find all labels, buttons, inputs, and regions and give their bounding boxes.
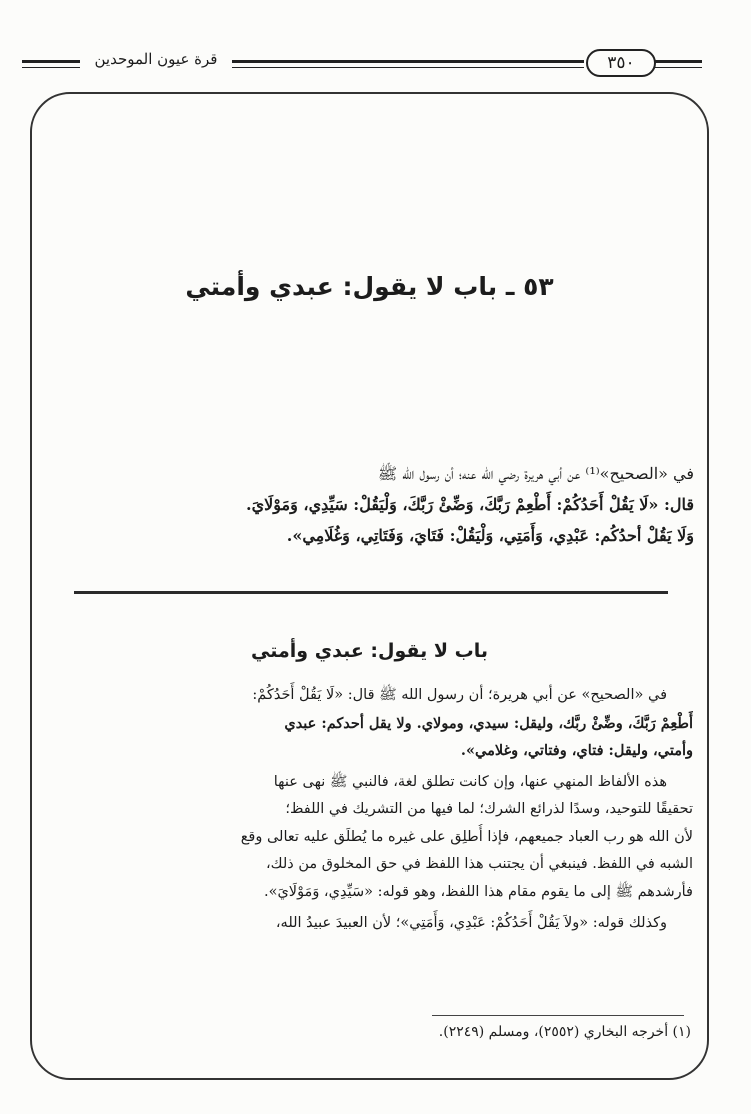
hadith-line bbox=[62, 489, 694, 520]
header-rule-left bbox=[22, 60, 80, 68]
chapter-title: ٥٣ ـ باب لا يقول: عبدي وأمتي bbox=[185, 272, 554, 301]
commentary-line: تحقيقًا للتوحيد، وسدًا لذرائع الشرك؛ لما فيها من التشريك في اللفظ؛ bbox=[285, 801, 693, 817]
commentary-line: أَطْعِمْ رَبَّكَ، وضِّئْ ربَّك، وليقل: سيدي، ومولاي. ولا يقل أحدكم: عبدي bbox=[284, 714, 693, 732]
commentary-line: لأن الله هو رب العباد جميعهم، فإذا أُطلِق على غيره ما يُطلَق عليه تعالى وقع bbox=[240, 828, 693, 845]
header-rule-middle bbox=[232, 60, 584, 68]
commentary-line: فأرشدهم ﷺ إلى ما يقوم مقام هذا اللفظ، وهو قوله: «سَيِّدِي، وَمَوْلَايَ». bbox=[263, 883, 693, 900]
hadith-line-bold: قال: «لَا يَقُلْ أَحَدُكُمْ: أَطْعِمْ رَبَّكَ، وَضِّئْ رَبَّكَ، وَلْيَقُلْ: سَيِّدِي، وَمَوْلَايَ. bbox=[246, 495, 694, 514]
running-title: قرة عيون الموحدين bbox=[94, 50, 218, 68]
footnote: (١) أخرجه البخاري (٢٥٥٢)، ومسلم (٢٢٤٩). bbox=[438, 1024, 691, 1040]
hadith-line-bold: وَلَا يَقُلْ أحدُكُم: عَبْدِي، وَأَمَتِي، وَلْيَقُلْ: فَتَايَ، وَفَتَاتِي، وَغُلَامِي». bbox=[286, 526, 694, 545]
commentary-line: الشبه في اللفظ. فينبغي أن يجتنب هذا اللفظ في حق المخلوق من ذلك، bbox=[265, 856, 693, 872]
header-rule-right bbox=[654, 60, 702, 68]
section-divider bbox=[74, 591, 668, 594]
section-title: باب لا يقول: عبدي وأمتي bbox=[251, 640, 488, 662]
page-number: ٣٥٠ bbox=[586, 49, 656, 77]
footnote-rule bbox=[432, 1015, 684, 1016]
commentary-line: وأمتي، وليقل: فتاي، وفتاتي، وغلامي». bbox=[460, 742, 693, 759]
commentary-text bbox=[63, 682, 693, 938]
hadith-line bbox=[62, 520, 694, 551]
commentary-line: وكذلك قوله: «ولاَ يَقُلْ أَحَدُكُمْ: عَبْدِي، وَأَمَتِي»؛ لأن العبيدَ عبيدُ الله، bbox=[275, 915, 667, 931]
commentary-line: هذه الألفاظ المنهي عنها، وإن كانت تطلق لغة، فالنبي ﷺ نهى عنها bbox=[273, 773, 667, 790]
hadith-line: في «الصحيح»⁽¹⁾ عن أبي هريرة رضي الله عنه؛ أن رسول الله ﷺ bbox=[377, 464, 694, 483]
commentary-line: في «الصحيح» عن أبي هريرة؛ أن رسول الله ﷺ قال: «لَا يَقُلْ أَحَدُكُمْ: bbox=[252, 687, 667, 703]
hadith-text bbox=[62, 458, 694, 551]
